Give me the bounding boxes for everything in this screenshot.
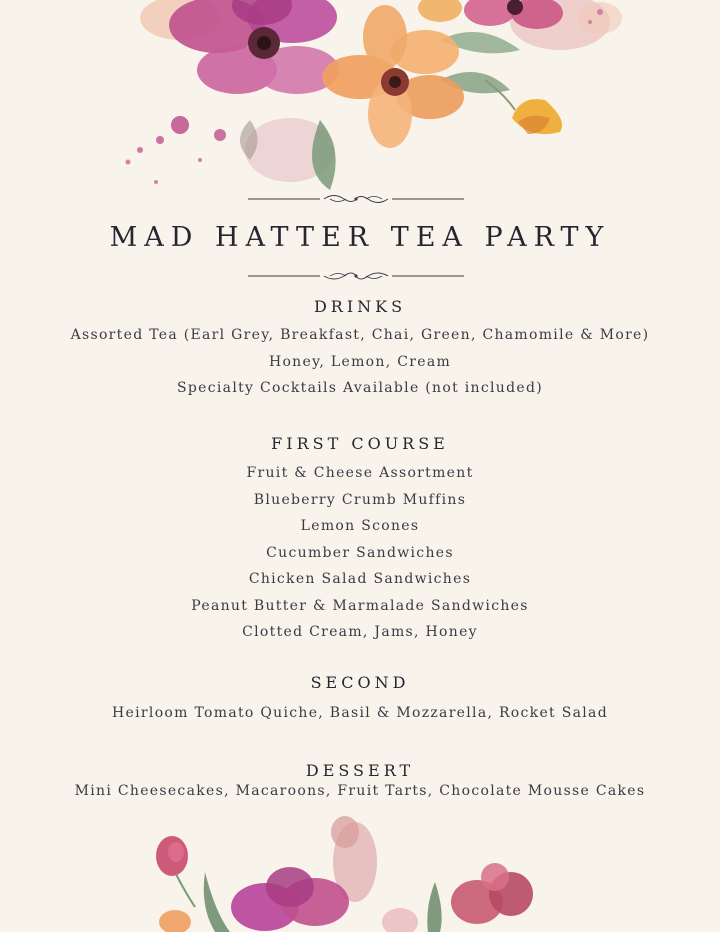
menu-item: Cucumber Sandwiches [266,545,454,561]
ornamental-divider-top [248,190,464,206]
section-heading-drinks: DRINKS [313,297,407,316]
floral-illustration-top [0,0,720,200]
menu-item: Mini Cheesecakes, Macaroons, Fruit Tarts, Chocolate Mousse Cakes [74,783,646,799]
section-heading-dessert: DESSERT [305,761,415,780]
menu-item: Clotted Cream, Jams, Honey [242,624,478,640]
menu-item: Specialty Cocktails Available (not included) [177,380,543,396]
menu-item: Peanut Butter & Marmalade Sandwiches [191,598,529,614]
menu-item: Heirloom Tomato Quiche, Basil & Mozzarella, Rocket Salad [112,705,608,721]
menu-item: Lemon Scones [300,518,420,534]
ornamental-divider-bottom [248,268,464,284]
menu-item: Fruit & Cheese Assortment [246,465,474,481]
section-heading-first-course: FIRST COURSE [271,434,449,453]
menu-item: Assorted Tea (Earl Grey, Breakfast, Chai, Green, Chamomile & More) [70,327,650,343]
floral-illustration-bottom [0,812,720,932]
menu-item: Blueberry Crumb Muffins [253,492,467,508]
menu-title: MAD HATTER TEA PARTY [109,222,611,253]
section-heading-second: SECOND [310,673,410,692]
menu-item: Honey, Lemon, Cream [268,354,452,370]
menu-item: Chicken Salad Sandwiches [248,571,472,587]
